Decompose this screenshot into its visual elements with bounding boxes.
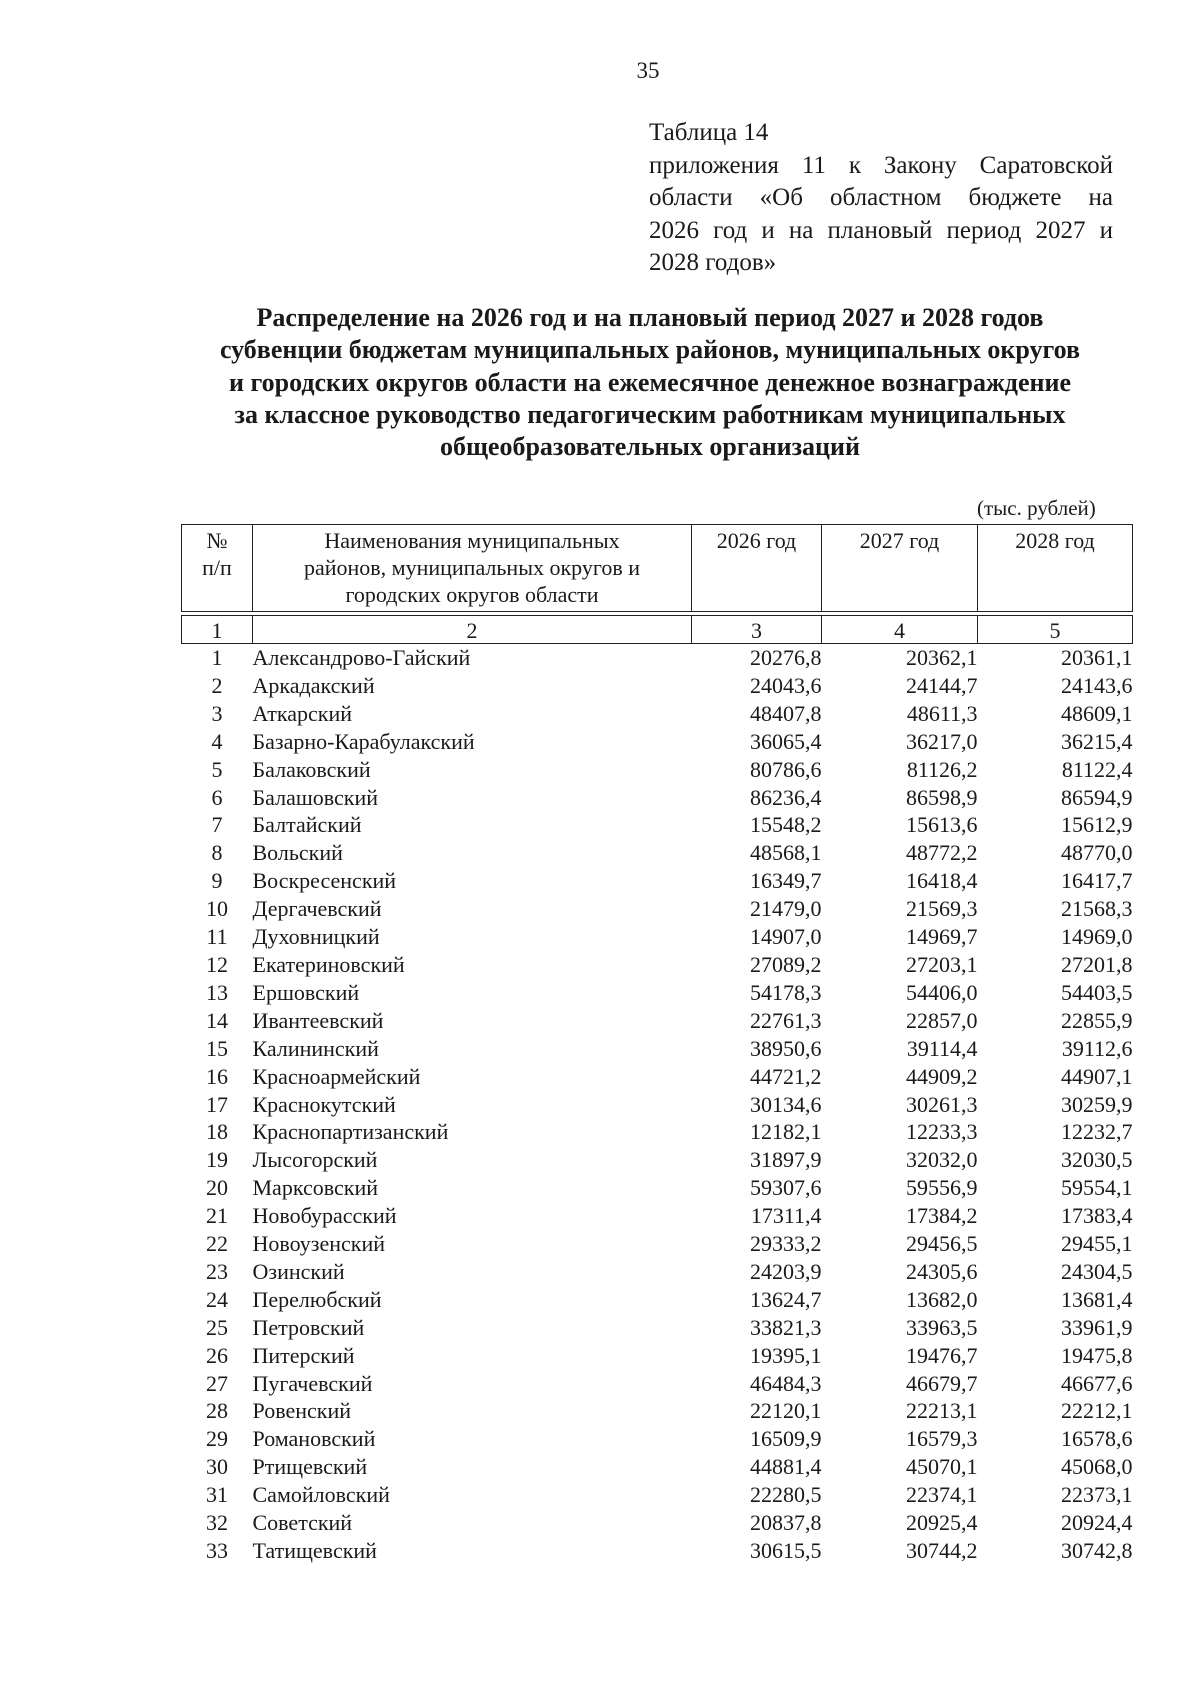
value-2028: 30742,8 (1061, 1538, 1133, 1563)
value-2026: 44881,4 (750, 1454, 822, 1480)
value-2027: 24305,6 (906, 1258, 978, 1284)
district-name: Калининский (252, 1035, 379, 1061)
value-2026: 36065,4 (750, 728, 822, 754)
value-2028: 86594,9 (1061, 784, 1133, 810)
header-number-line: п/п (202, 555, 232, 580)
row-number: 21 (206, 1203, 228, 1229)
district-name: Петровский (252, 1314, 365, 1340)
district-name: Краснопартизанский (252, 1119, 449, 1145)
value-2026: 13624,7 (750, 1286, 822, 1312)
table-row (182, 644, 1133, 672)
value-2026: 31897,9 (750, 1147, 822, 1173)
value-2026: 27089,2 (750, 951, 822, 977)
value-2026: 15548,2 (750, 812, 822, 838)
attachment-line: 2028 годов» (649, 249, 777, 276)
value-2028: 16578,6 (1061, 1426, 1133, 1452)
value-2026: 29333,2 (750, 1231, 822, 1257)
value-2027: 20362,1 (906, 645, 978, 670)
value-2028: 22212,1 (1061, 1398, 1133, 1424)
value-2027: 32032,0 (906, 1147, 978, 1173)
page-number: 35 (636, 58, 660, 83)
value-2027: 16579,3 (906, 1426, 978, 1452)
district-name: Духовницкий (252, 924, 380, 950)
value-2026: 30615,5 (750, 1538, 822, 1563)
column-number: 3 (692, 616, 822, 644)
document-title (140, 302, 1160, 463)
value-2027: 48611,3 (906, 700, 978, 726)
value-2028: 22373,1 (1061, 1482, 1133, 1508)
table-row (182, 1481, 1133, 1509)
district-name: Базарно-Карабулакский (252, 728, 475, 754)
row-number: 16 (206, 1063, 228, 1089)
value-2026: 12182,1 (750, 1119, 822, 1145)
title-line: общеобразовательных организаций (439, 432, 860, 462)
row-number: 19 (206, 1147, 228, 1173)
value-2026: 17311,4 (750, 1203, 822, 1229)
value-2027: 36217,0 (906, 728, 978, 754)
district-name: Романовский (252, 1426, 376, 1452)
column-number: 1 (182, 616, 253, 644)
row-number: 15 (206, 1035, 228, 1061)
value-2028: 36215,4 (1061, 728, 1133, 754)
district-name: Краснокутский (252, 1091, 396, 1117)
value-2028: 19475,8 (1061, 1342, 1133, 1368)
row-number: 24 (206, 1286, 228, 1312)
value-2027: 86598,9 (906, 784, 978, 810)
value-2027: 54406,0 (906, 979, 978, 1005)
table-row (182, 728, 1133, 756)
row-number: 29 (206, 1426, 228, 1452)
district-name: Балтайский (252, 812, 362, 838)
attachment-line: приложения 11 к Закону Саратовской (649, 151, 1113, 179)
value-2027: 22374,1 (906, 1482, 978, 1508)
value-2026: 21479,0 (750, 896, 822, 922)
value-2026: 48407,8 (750, 700, 822, 726)
value-2028: 20924,4 (1061, 1510, 1133, 1536)
row-number: 9 (211, 868, 223, 894)
value-2027: 22857,0 (906, 1007, 978, 1033)
value-2028: 39112,6 (1061, 1035, 1133, 1061)
header-number-line: № (206, 528, 228, 553)
table-row (182, 784, 1133, 812)
table-row (182, 1397, 1133, 1425)
district-name: Ивантеевский (252, 1007, 384, 1033)
value-2027: 45070,1 (906, 1454, 978, 1480)
table-body (182, 644, 1133, 1565)
header-name-line: районов, муниципальных округов и (303, 555, 641, 580)
value-2028: 59554,1 (1061, 1175, 1133, 1201)
value-2028: 15612,9 (1061, 812, 1133, 838)
attachment-line: 2026 год и на плановый период 2027 и (649, 216, 1113, 244)
district-name: Марксовский (252, 1175, 378, 1201)
value-2028: 30259,9 (1061, 1091, 1133, 1117)
row-number: 8 (211, 840, 223, 866)
title-line: за классное руководство педагогическим работникам муниципальных (234, 399, 1066, 429)
row-number: 33 (206, 1538, 228, 1563)
row-number: 22 (206, 1231, 228, 1257)
table-row (182, 1258, 1133, 1286)
row-number: 31 (206, 1482, 228, 1508)
value-2027: 48772,2 (906, 840, 978, 866)
table-row (182, 1314, 1133, 1342)
value-2026: 38950,6 (750, 1035, 822, 1061)
value-2026: 22280,5 (750, 1482, 822, 1508)
district-name: Самойловский (252, 1482, 390, 1508)
district-name: Ершовский (252, 979, 360, 1005)
row-number: 17 (206, 1091, 228, 1117)
table-row (182, 923, 1133, 951)
district-name: Аркадакский (252, 672, 375, 698)
value-2026: 22120,1 (750, 1398, 822, 1424)
value-2027: 20925,4 (906, 1510, 978, 1536)
value-2027: 33963,5 (906, 1314, 978, 1340)
row-number: 6 (211, 784, 223, 810)
district-name: Перелюбский (252, 1286, 382, 1312)
value-2028: 16417,7 (1061, 868, 1133, 894)
value-2027: 16418,4 (906, 868, 978, 894)
column-number: 5 (978, 616, 1133, 644)
value-2028: 20361,1 (1061, 645, 1133, 670)
table-row (182, 1174, 1133, 1202)
value-2027: 27203,1 (906, 951, 978, 977)
table-row (182, 1425, 1133, 1453)
table-header-row (182, 525, 1133, 612)
value-2028: 48770,0 (1061, 840, 1133, 866)
row-number: 30 (206, 1454, 228, 1480)
value-2027: 44909,2 (906, 1063, 978, 1089)
value-2027: 30744,2 (906, 1538, 978, 1563)
value-2027: 30261,3 (906, 1091, 978, 1117)
row-number: 23 (206, 1258, 228, 1284)
value-2028: 48609,1 (1061, 700, 1133, 726)
value-2028: 45068,0 (1061, 1454, 1133, 1480)
header-name-line: городских округов области (345, 582, 599, 607)
value-2028: 21568,3 (1061, 896, 1133, 922)
value-2027: 81126,2 (906, 756, 978, 782)
table-row (182, 839, 1133, 867)
value-2026: 24203,9 (750, 1258, 822, 1284)
value-2027: 46679,7 (906, 1370, 978, 1396)
district-name: Ртищевский (252, 1454, 368, 1480)
value-2028: 81122,4 (1061, 756, 1133, 782)
title-line: субвенции бюджетам муниципальных районов, муниципальных округов (219, 335, 1081, 365)
district-name: Лысогорский (252, 1147, 378, 1173)
header-2027: 2027 год (822, 525, 978, 612)
value-2027: 12233,3 (906, 1119, 978, 1145)
table-row (182, 700, 1133, 728)
value-2027: 22213,1 (906, 1398, 978, 1424)
value-2026: 33821,3 (750, 1314, 822, 1340)
header-2028: 2028 год (978, 525, 1133, 612)
units-label: (тыс. рублей) (977, 496, 1096, 520)
table-row (182, 1537, 1133, 1565)
attachment-reference (649, 117, 1113, 280)
value-2028: 24143,6 (1061, 672, 1133, 698)
row-number: 3 (211, 700, 223, 726)
header-2026: 2026 год (692, 525, 822, 612)
district-name: Новоузенский (252, 1231, 386, 1257)
table-row (182, 867, 1133, 895)
table-row (182, 1453, 1133, 1481)
value-2027: 13682,0 (906, 1286, 978, 1312)
table-row (182, 811, 1133, 839)
value-2028: 46677,6 (1061, 1370, 1133, 1396)
value-2027: 29456,5 (906, 1231, 978, 1257)
value-2026: 16509,9 (750, 1426, 822, 1452)
row-number: 11 (206, 924, 228, 950)
column-number: 4 (822, 616, 978, 644)
header-name-line: Наименования муниципальных (324, 528, 620, 553)
table-row (182, 1007, 1133, 1035)
attachment-line: Таблица 14 (649, 119, 769, 146)
table-row (182, 979, 1133, 1007)
district-name: Питерский (252, 1342, 355, 1368)
district-name: Татищевский (252, 1538, 377, 1563)
value-2026: 86236,4 (750, 784, 822, 810)
value-2028: 29455,1 (1061, 1231, 1133, 1257)
value-2026: 20276,8 (750, 645, 822, 670)
title-line: Распределение на 2026 год и на плановый период 2027 и 2028 годов (256, 303, 1044, 332)
district-name: Новобурасский (252, 1203, 397, 1229)
row-number: 27 (206, 1370, 228, 1396)
table-row (182, 1063, 1133, 1091)
value-2027: 39114,4 (906, 1035, 978, 1061)
row-number: 2 (211, 672, 223, 698)
row-number: 10 (206, 896, 228, 922)
district-name: Красноармейский (252, 1063, 421, 1089)
value-2027: 15613,6 (906, 812, 978, 838)
district-name: Дергачевский (252, 896, 382, 922)
district-name: Балаковский (252, 756, 371, 782)
value-2028: 22855,9 (1061, 1007, 1133, 1033)
row-number: 5 (211, 756, 223, 782)
value-2026: 14907,0 (750, 924, 822, 950)
district-name: Вольский (252, 840, 343, 866)
value-2027: 14969,7 (906, 924, 978, 950)
row-number: 1 (211, 645, 223, 670)
value-2026: 22761,3 (750, 1007, 822, 1033)
value-2028: 12232,7 (1061, 1119, 1133, 1145)
row-number: 4 (211, 728, 223, 754)
value-2028: 24304,5 (1061, 1258, 1133, 1284)
district-name: Балашовский (252, 784, 379, 810)
value-2027: 59556,9 (906, 1175, 978, 1201)
value-2026: 48568,1 (750, 840, 822, 866)
value-2027: 24144,7 (906, 672, 978, 698)
value-2026: 44721,2 (750, 1063, 822, 1089)
row-number: 28 (206, 1398, 228, 1424)
table-row (182, 1091, 1133, 1119)
table-row (182, 1230, 1133, 1258)
table-row (182, 1342, 1133, 1370)
row-number: 14 (206, 1007, 228, 1033)
column-number-row (182, 616, 1133, 644)
value-2026: 46484,3 (750, 1370, 822, 1396)
row-number: 25 (206, 1314, 228, 1340)
subvention-table (181, 524, 1133, 1565)
column-number: 2 (253, 616, 692, 644)
table-row (182, 1202, 1133, 1230)
row-number: 12 (206, 951, 228, 977)
table-row (182, 1509, 1133, 1537)
table-row (182, 1035, 1133, 1063)
value-2028: 54403,5 (1061, 979, 1133, 1005)
table-row (182, 672, 1133, 700)
row-number: 32 (206, 1510, 228, 1536)
value-2027: 21569,3 (906, 896, 978, 922)
table-row (182, 1146, 1133, 1174)
value-2026: 20837,8 (750, 1510, 822, 1536)
value-2026: 54178,3 (750, 979, 822, 1005)
value-2026: 30134,6 (750, 1091, 822, 1117)
title-line: и городских округов области на ежемесячное денежное вознаграждение (228, 367, 1071, 397)
row-number: 18 (206, 1119, 228, 1145)
value-2028: 27201,8 (1061, 951, 1133, 977)
value-2026: 19395,1 (750, 1342, 822, 1368)
header-name (253, 525, 692, 612)
value-2028: 13681,4 (1061, 1286, 1133, 1312)
value-2028: 33961,9 (1061, 1314, 1133, 1340)
value-2028: 17383,4 (1061, 1203, 1133, 1229)
district-name: Озинский (252, 1258, 345, 1284)
value-2026: 59307,6 (750, 1175, 822, 1201)
row-number: 20 (206, 1175, 228, 1201)
attachment-line: области «Об областном бюджете на (649, 184, 1113, 211)
district-name: Александрово-Гайский (252, 645, 471, 670)
row-number: 13 (206, 979, 228, 1005)
value-2027: 19476,7 (906, 1342, 978, 1368)
table-row (182, 1118, 1133, 1146)
value-2028: 44907,1 (1061, 1063, 1133, 1089)
district-name: Пугачевский (252, 1370, 373, 1396)
table-row (182, 756, 1133, 784)
row-number: 7 (211, 812, 223, 838)
table-row (182, 1286, 1133, 1314)
district-name: Ровенский (252, 1398, 351, 1424)
table-row (182, 1370, 1133, 1398)
value-2027: 17384,2 (906, 1203, 978, 1229)
header-number (182, 525, 253, 612)
value-2026: 24043,6 (750, 672, 822, 698)
district-name: Аткарский (252, 700, 353, 726)
value-2028: 14969,0 (1061, 924, 1133, 950)
value-2028: 32030,5 (1061, 1147, 1133, 1173)
row-number: 26 (206, 1342, 228, 1368)
district-name: Воскресенский (252, 868, 397, 894)
district-name: Советский (252, 1510, 353, 1536)
district-name: Екатериновский (252, 951, 405, 977)
value-2026: 80786,6 (750, 756, 822, 782)
value-2026: 16349,7 (750, 868, 822, 894)
table-row (182, 895, 1133, 923)
table-row (182, 951, 1133, 979)
